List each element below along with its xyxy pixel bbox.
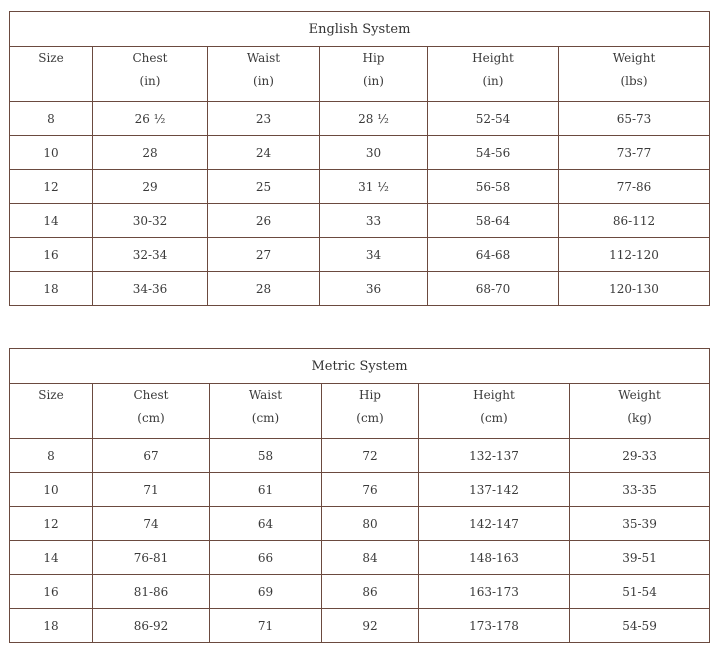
column-header-waist: Waist (in) [208,47,320,102]
table-row [10,439,710,473]
column-unit: (lbs) [620,74,648,88]
table-cell: 132-137 [419,439,570,473]
table-row [10,170,710,204]
column-header-size: Size [10,47,93,102]
table-cell: 137-142 [419,473,570,507]
table-row [10,473,710,507]
column-unit: (in) [253,74,274,88]
table-row [10,575,710,609]
table-cell: 10 [10,473,93,507]
table-cell: 32-34 [93,238,208,272]
table-row [10,102,710,136]
english-system-table [9,11,710,306]
column-unit: (in) [139,74,161,88]
table-cell: 34 [320,238,428,272]
table-cell: 31 ½ [320,170,428,204]
table-cell: 28 [208,272,320,306]
table-row [10,136,710,170]
table-cell: 86-112 [559,204,710,238]
table-cell: 173-178 [419,609,570,643]
table-cell: 29 [93,170,208,204]
table-cell: 68-70 [428,272,559,306]
table-cell: 64 [210,507,322,541]
table-cell: 71 [93,473,210,507]
table-cell: 148-163 [419,541,570,575]
table-cell: 74 [93,507,210,541]
table-cell: 52-54 [428,102,559,136]
column-header-hip: Hip (cm) [322,384,419,439]
table-cell: 86-92 [93,609,210,643]
table-cell: 14 [10,541,93,575]
table-cell: 8 [10,102,93,136]
table-cell: 33 [320,204,428,238]
table-cell: 27 [208,238,320,272]
table-cell: 26 [208,204,320,238]
table-title: Metric System [10,349,710,384]
table-cell: 34-36 [93,272,208,306]
table-cell: 16 [10,575,93,609]
column-header-weight: Weight (kg) [570,384,710,439]
table-cell: 12 [10,507,93,541]
column-unit: (cm) [480,411,508,425]
column-header-hip: Hip (in) [320,47,428,102]
table-cell: 76-81 [93,541,210,575]
table-cell: 35-39 [570,507,710,541]
table-row [10,204,710,238]
column-unit: (cm) [137,411,165,425]
header-row [10,47,710,102]
table-cell: 30-32 [93,204,208,238]
column-header-height: Height (cm) [419,384,570,439]
table-cell: 92 [322,609,419,643]
table-cell: 84 [322,541,419,575]
column-header-waist: Waist (cm) [210,384,322,439]
table-cell: 81-86 [93,575,210,609]
table-cell: 8 [10,439,93,473]
table-row [10,541,710,575]
table-cell: 73-77 [559,136,710,170]
table-cell: 76 [322,473,419,507]
table-cell: 30 [320,136,428,170]
table-row [10,507,710,541]
table-cell: 12 [10,170,93,204]
table-cell: 65-73 [559,102,710,136]
table-cell: 54-56 [428,136,559,170]
column-header-chest: Chest (cm) [93,384,210,439]
table-cell: 163-173 [419,575,570,609]
table-cell: 61 [210,473,322,507]
table-cell: 23 [208,102,320,136]
table-cell: 33-35 [570,473,710,507]
table-cell: 66 [210,541,322,575]
table-row [10,609,710,643]
table-cell: 86 [322,575,419,609]
table-cell: 67 [93,439,210,473]
column-header-size: Size [10,384,93,439]
table-cell: 58-64 [428,204,559,238]
table-cell: 77-86 [559,170,710,204]
table-cell: 18 [10,609,93,643]
table-cell: 80 [322,507,419,541]
table-cell: 10 [10,136,93,170]
table-cell: 29-33 [570,439,710,473]
table-cell: 36 [320,272,428,306]
table-cell: 26 ½ [93,102,208,136]
table-cell: 112-120 [559,238,710,272]
table-row [10,272,710,306]
column-unit: (cm) [356,411,384,425]
column-unit: (kg) [627,411,652,425]
column-unit: (in) [482,74,504,88]
table-cell: 16 [10,238,93,272]
column-header-height: Height (in) [428,47,559,102]
column-unit: (cm) [251,411,280,425]
table-cell: 28 ½ [320,102,428,136]
table-cell: 51-54 [570,575,710,609]
table-cell: 28 [93,136,208,170]
table-title: English System [10,12,710,47]
table-cell: 39-51 [570,541,710,575]
header-row [10,384,710,439]
table-cell: 64-68 [428,238,559,272]
table-cell: 24 [208,136,320,170]
table-cell: 56-58 [428,170,559,204]
table-cell: 25 [208,170,320,204]
table-cell: 72 [322,439,419,473]
column-header-chest: Chest (in) [93,47,208,102]
table-cell: 69 [210,575,322,609]
table-cell: 54-59 [570,609,710,643]
table-cell: 71 [210,609,322,643]
column-header-weight: Weight (lbs) [559,47,710,102]
table-cell: 14 [10,204,93,238]
table-cell: 142-147 [419,507,570,541]
table-cell: 18 [10,272,93,306]
table-cell: 58 [210,439,322,473]
metric-system-table [9,348,710,643]
column-unit: (in) [363,74,384,88]
table-row [10,238,710,272]
table-cell: 120-130 [559,272,710,306]
